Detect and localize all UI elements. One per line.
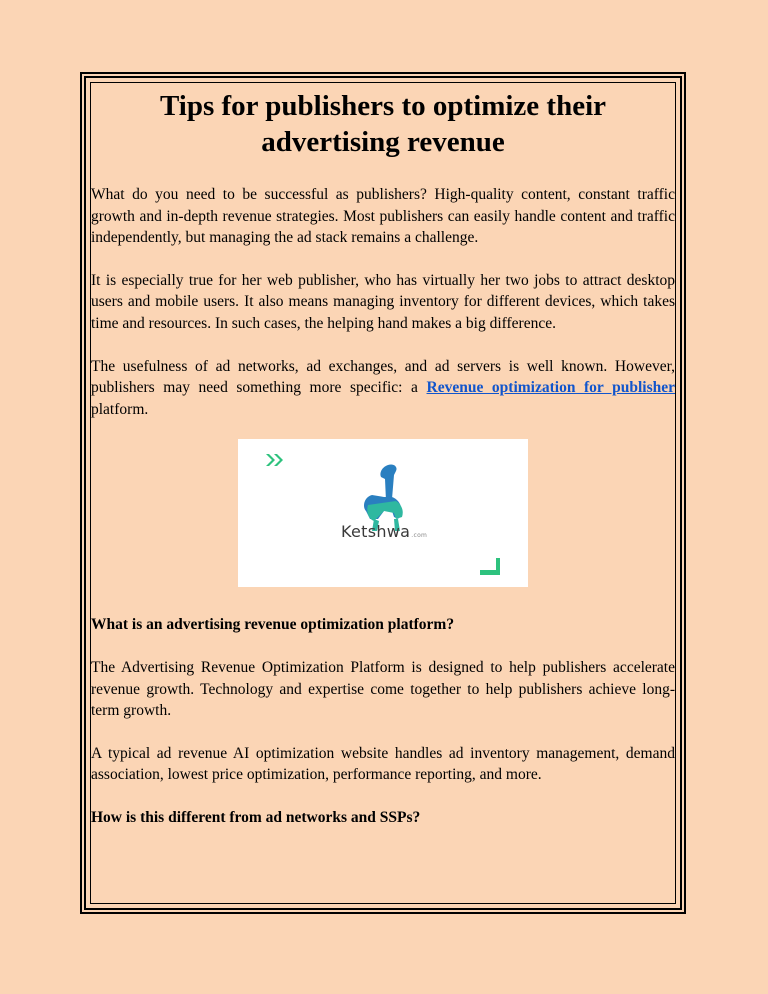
ketshwa-logo-image xyxy=(238,439,528,587)
logo-graphic xyxy=(238,439,528,587)
logo-brand-text: Ketshwa xyxy=(341,522,411,542)
paragraph-platform-designed: The Advertising Revenue Optimization Platform is designed to help publishers accelerate revenue growth. Technology and expertise come together to help publishers achieve long-term growth. xyxy=(91,658,675,720)
double-chevron-icon xyxy=(266,454,283,466)
document-title: Tips for publishers to optimize their advertising revenue xyxy=(159,90,607,158)
paragraph-ad-networks-text: The usefulness of ad networks, ad exchanges, and ad servers is well known. However, publishers may need something more specific: a xyxy=(91,357,675,397)
revenue-optimization-link[interactable]: Revenue optimization for publisher xyxy=(426,379,675,397)
section-heading-what-is: What is an advertising revenue optimization platform? xyxy=(91,616,455,634)
logo-wordmark xyxy=(341,522,427,541)
logo-suffix-text: .com xyxy=(411,532,428,540)
section-heading-how-different: How is this different from ad networks and SSPs? xyxy=(91,808,421,826)
document-body xyxy=(91,82,675,829)
paragraph-ad-networks-tail: platform. xyxy=(91,400,149,418)
paragraph-intro: What do you need to be successful as publishers? High-quality content, constant traffic growth and in-depth revenue strategies. Most publishers can easily handle content and traffic independently, but managing the ad stack remains a challenge. xyxy=(91,186,675,247)
paragraph-typical-website: A typical ad revenue AI optimization website handles ad inventory management, demand association, lowest price optimization, performance reporting, and more. xyxy=(91,744,675,784)
paragraph-web-publisher: It is especially true for her web publisher, who has virtually her two jobs to attract desktop users and mobile users. It also means managing inventory for different devices, which takes time and resources. In such cases, the helping hand makes a big difference. xyxy=(91,271,675,332)
paragraph-ad-networks xyxy=(91,356,675,421)
corner-bracket-icon xyxy=(480,558,500,575)
